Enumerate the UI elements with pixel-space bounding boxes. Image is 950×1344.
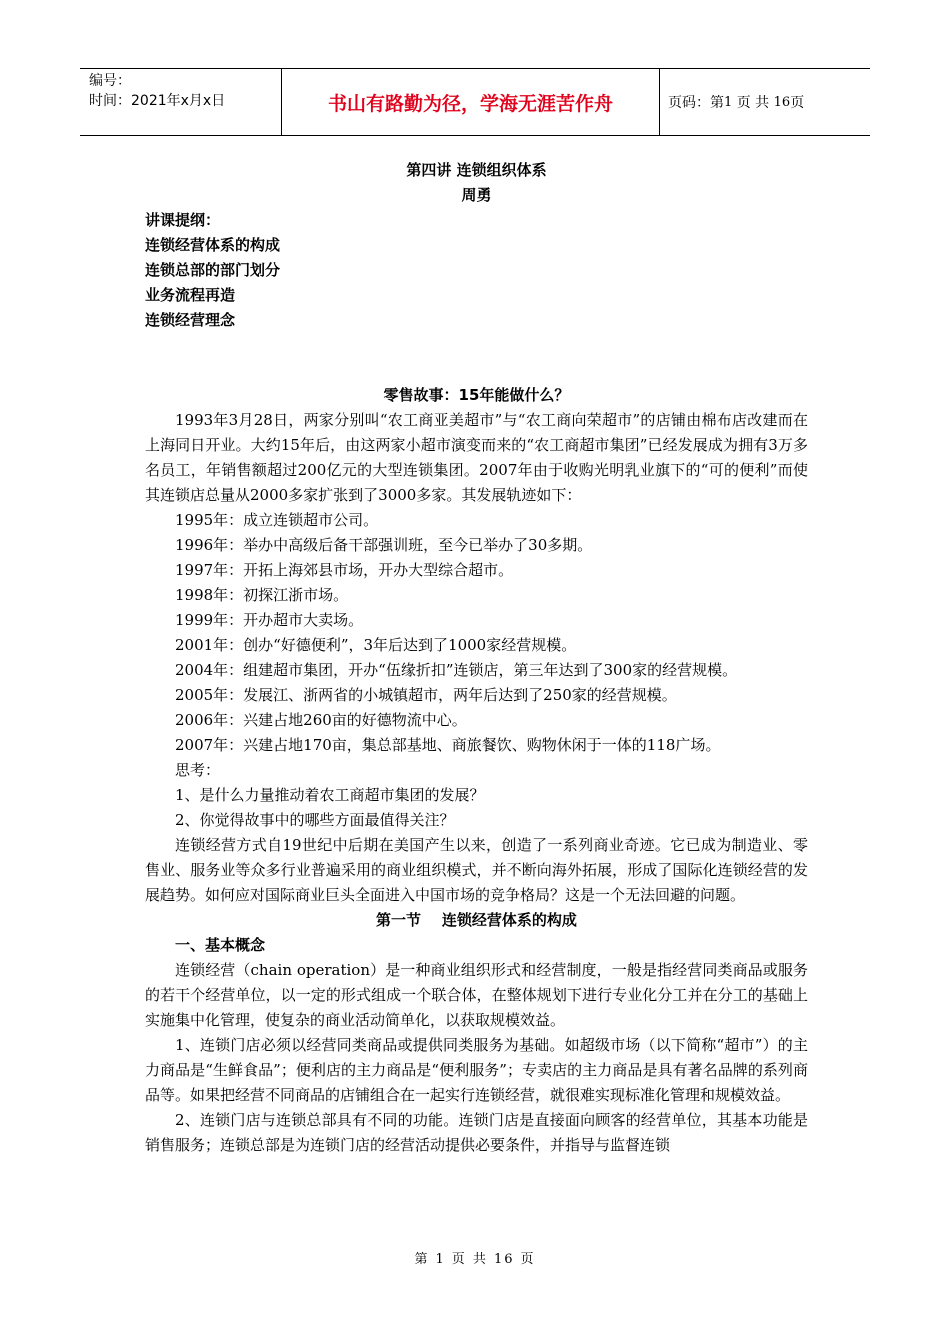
header-left-cell [80,69,282,135]
lecture-title: 第四讲 连锁组织体系 [406,161,547,179]
timeline-item: 1998年：初探江浙市场。 [175,586,349,604]
page-label: 页码：第 [668,95,724,111]
outline-item: 连锁经营理念 [145,311,236,329]
subsection-title: 一、基本概念 [175,936,266,954]
timeline-item: 2001年：创办“好德便利”，3年后达到了1000家经营规模。 [175,636,577,654]
footer-mid: 页 共 [451,1252,488,1267]
outline-heading: 讲课提纲： [145,211,221,229]
header-page-info [660,69,870,135]
story-intro: 1993年3月28日，两家分别叫“农工商亚美超市”与“农工商向荣超市”的店铺由棉布店改建而在上海同日开业。大约15年后，由这两家小超市演变而来的“农工商超市集团”已经发展成为拥有3万多名员工，年销售额超过200亿元的大型连锁集团。2007年由于收购光明乳业旗下的“可的便利”而使其连锁店总量从2000多家扩张到了3000多家。其发展轨迹如下： [145,411,808,504]
spacer [145,333,808,383]
page-mid: 页 共 [736,95,770,111]
footer-prefix: 第 [414,1252,430,1267]
time-label: 时间：2021年x月x日 [89,93,226,109]
story-title: 零售故事：15年能做什么？ [383,386,570,404]
paragraph: 2、连锁门店与连锁总部具有不同的功能。连锁门店是直接面向顾客的经营单位，其基本功能是销售服务；连锁总部是为连锁门店的经营活动提供必要条件，并指导与监督连锁 [145,1111,808,1154]
outline-item: 连锁总部的部门划分 [145,261,281,279]
footer-suffix: 页 [520,1252,536,1267]
timeline-item: 2006年：兴建占地260亩的好德物流中心。 [175,711,467,729]
paragraph: 连锁经营（chain operation）是一种商业组织形式和经营制度，一般是指经营同类商品或服务的若干个经营单位，以一定的形式组成一个联合体，在整体规划下进行专业化分工并在分工的基础上实施集中化管理，使复杂的商业活动简单化，以获取规模效益。 [145,961,808,1029]
outline-item: 连锁经营体系的构成 [145,236,281,254]
question: 2、你觉得故事中的哪些方面最值得关注？ [175,811,455,829]
think-label: 思考： [175,761,221,779]
page-header [80,68,870,136]
footer-total: 16 [493,1252,515,1267]
timeline-item: 1999年：开办超市大卖场。 [175,611,364,629]
timeline-item: 1995年：成立连锁超市公司。 [175,511,379,529]
timeline-item: 2007年：兴建占地170亩，集总部基地、商旅餐饮、购物休闲于一体的118广场。 [175,736,721,754]
code-label: 编号： [89,73,131,89]
timeline-item: 2004年：组建超市集团，开办“伍缘折扣”连锁店，第三年达到了300家的经营规模。 [175,661,738,679]
timeline-item: 1996年：举办中高级后备干部强训班，至今已举办了30多期。 [175,536,593,554]
timeline-item: 1997年：开拓上海郊县市场，开办大型综合超市。 [175,561,514,579]
page-end: 页 [790,95,805,111]
header-motto: 书山有路勤为径，学海无涯苦作舟 [282,69,660,135]
story-closing: 连锁经营方式自19世纪中后期在美国产生以来，创造了一系列商业奇迹。它已成为制造业、零售业、服务业等众多行业普遍采用的商业组织模式，并不断向海外拓展，形成了国际化连锁经营的发展趋势。如何应对国际商业巨头全面进入中国市场的竞争格局？这是一个无法回避的问题。 [145,836,808,904]
question: 1、是什么力量推动着农工商超市集团的发展？ [175,786,485,804]
document-body [145,158,808,1158]
timeline-item: 2005年：发展江、浙两省的小城镇超市，两年后达到了250家的经营规模。 [175,686,677,704]
footer-current: 1 [435,1252,446,1267]
author: 周勇 [461,186,492,204]
paragraph: 1、连锁门店必须以经营同类商品或提供同类服务为基础。如超级市场（以下简称“超市”）的主力商品是“生鲜食品”；便利店的主力商品是“便利服务”；专卖店的主力商品是具有著名品牌的系列商品等。如果把经营不同商品的店铺组合在一起实行连锁经营，就很难实现标准化管理和规模效益。 [145,1036,808,1104]
page-footer [0,1248,950,1267]
outline-item: 业务流程再造 [145,286,236,304]
page-total: 16 [773,94,791,110]
page-current: 1 [724,94,733,110]
section-title: 第一节 连锁经营体系的构成 [376,911,577,929]
